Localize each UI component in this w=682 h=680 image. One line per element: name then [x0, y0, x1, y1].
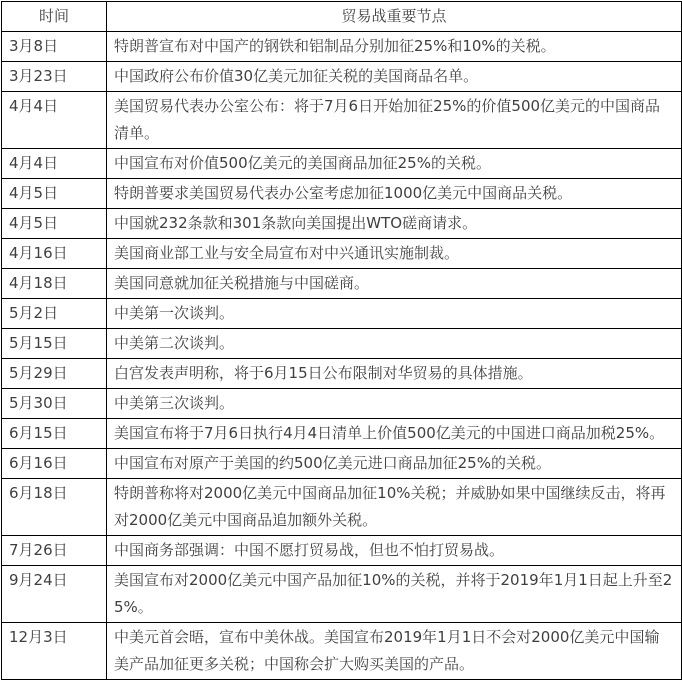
- table-row: [2, 419, 682, 449]
- table-row: [2, 479, 682, 536]
- event-cell: 白宫发表声明称，将于6月15日公布限制对华贸易的具体措施。: [107, 359, 682, 389]
- table-row: [2, 239, 682, 269]
- table-row: [2, 32, 682, 62]
- event-cell: 中美第一次谈判。: [107, 299, 682, 329]
- event-cell: 中美第二次谈判。: [107, 329, 682, 359]
- table-row: [2, 623, 682, 680]
- date-cell: 5月2日: [2, 299, 107, 329]
- date-cell: 3月8日: [2, 32, 107, 62]
- event-cell: 美国商业部工业与安全局宣布对中兴通讯实施制裁。: [107, 239, 682, 269]
- date-cell: 4月16日: [2, 239, 107, 269]
- event-cell: 美国贸易代表办公室公布：将于7月6日开始加征25%的价值500亿美元的中国商品清单。: [107, 92, 682, 149]
- date-cell: 6月16日: [2, 449, 107, 479]
- date-cell: 5月15日: [2, 329, 107, 359]
- date-cell: 12月3日: [2, 623, 107, 680]
- date-cell: 6月18日: [2, 479, 107, 536]
- table-row: [2, 389, 682, 419]
- event-cell: 特朗普称将对2000亿美元中国商品加征10%关税；并威胁如果中国继续反击，将再对2000亿美元中国商品追加额外关税。: [107, 479, 682, 536]
- event-cell: 中国就232条款和301条款向美国提出WTO磋商请求。: [107, 209, 682, 239]
- table-row: [2, 269, 682, 299]
- date-cell: 7月26日: [2, 536, 107, 566]
- table-row: [2, 179, 682, 209]
- column-header-events: 贸易战重要节点: [107, 2, 682, 32]
- event-cell: 中国政府公布价值30亿美元加征关税的美国商品名单。: [107, 62, 682, 92]
- date-cell: 5月29日: [2, 359, 107, 389]
- date-cell: 4月4日: [2, 92, 107, 149]
- event-cell: 中国商务部强调：中国不愿打贸易战，但也不怕打贸易战。: [107, 536, 682, 566]
- date-cell: 5月30日: [2, 389, 107, 419]
- table-row: [2, 62, 682, 92]
- table-row: [2, 149, 682, 179]
- table-row: [2, 299, 682, 329]
- event-cell: 美国宣布对2000亿美元中国产品加征10%的关税，并将于2019年1月1日起上升至25%。: [107, 566, 682, 623]
- event-cell: 中国宣布对价值500亿美元的美国商品加征25%的关税。: [107, 149, 682, 179]
- date-cell: 4月4日: [2, 149, 107, 179]
- date-cell: 4月18日: [2, 269, 107, 299]
- event-cell: 中美元首会晤，宣布中美休战。美国宣布2019年1月1日不会对2000亿美元中国输美产品加征更多关税；中国称会扩大购买美国的产品。: [107, 623, 682, 680]
- date-cell: 3月23日: [2, 62, 107, 92]
- event-cell: 特朗普宣布对中国产的钢铁和铝制品分别加征25%和10%的关税。: [107, 32, 682, 62]
- table-row: [2, 359, 682, 389]
- date-cell: 4月5日: [2, 179, 107, 209]
- header-row: [2, 2, 682, 32]
- event-cell: 特朗普要求美国贸易代表办公室考虑加征1000亿美元中国商品关税。: [107, 179, 682, 209]
- event-cell: 中国宣布对原产于美国的约500亿美元进口商品加征25%的关税。: [107, 449, 682, 479]
- event-cell: 美国宣布将于7月6日执行4月4日清单上价值500亿美元的中国进口商品加税25%。: [107, 419, 682, 449]
- date-cell: 6月15日: [2, 419, 107, 449]
- table-body: [2, 32, 682, 680]
- table-row: [2, 209, 682, 239]
- trade-war-timeline-table: [1, 1, 682, 680]
- date-cell: 4月5日: [2, 209, 107, 239]
- event-cell: 美国同意就加征关税措施与中国磋商。: [107, 269, 682, 299]
- date-cell: 9月24日: [2, 566, 107, 623]
- table-row: [2, 92, 682, 149]
- table-row: [2, 536, 682, 566]
- table-row: [2, 566, 682, 623]
- event-cell: 中美第三次谈判。: [107, 389, 682, 419]
- table-row: [2, 329, 682, 359]
- column-header-time: 时间: [2, 2, 107, 32]
- table-row: [2, 449, 682, 479]
